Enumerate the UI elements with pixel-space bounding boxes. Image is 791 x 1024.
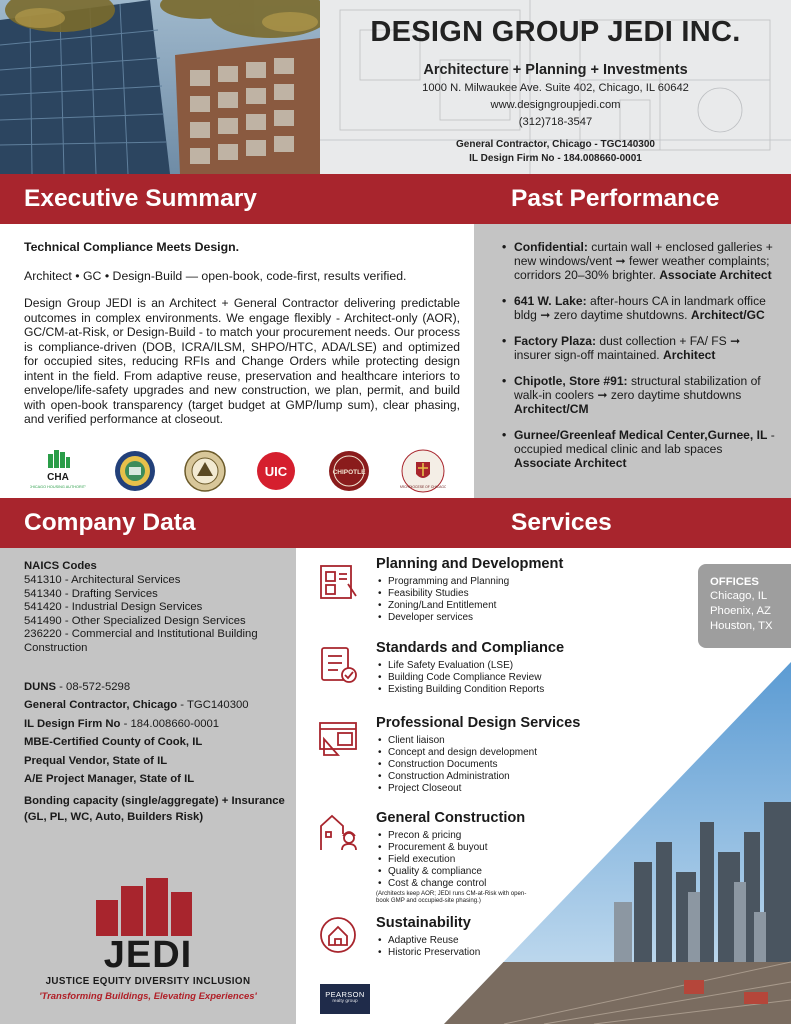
service-list: [376, 735, 616, 795]
eco-house-icon: [318, 915, 358, 955]
list-item: • Concept and design development: [376, 747, 616, 759]
office-city: Phoenix, AZ: [710, 605, 771, 617]
illinois-state-seal-icon: [184, 450, 226, 497]
service-title: Standards and Compliance: [376, 640, 565, 656]
planning-icon: [318, 562, 358, 602]
drafting-icon: [318, 719, 358, 759]
jedi-logo-text: JEDI: [103, 934, 193, 976]
company-identifiers: [24, 678, 286, 788]
exec-body: Design Group JEDI is an Architect + General Contractor delivering predictable outcomes in complex environments. We engage flexibly - Architect-only (AOR), GC/CM-at-Risk, or Design-Build - to match your procurement needs. Our process is compliance-driven (DOB, ICRA/ILSM, SHPO/HTC, ADA/LSE) and optimized for occupied sites, reducing RFIs and Change Orders while protecting design intent in the field. From adaptive reuse, preservation and healthcare interiors to envelope/life-safety upgrades and new construction, we plan, permit, and build with open-book transparency (target budget at GMP/lump sum), clear phasing, and verified performance at closeout.: [24, 296, 460, 426]
pearson-logo: [320, 984, 370, 1014]
company-name: DESIGN GROUP JEDI INC.: [370, 16, 741, 48]
past-performance-heading: Past Performance: [474, 174, 791, 224]
list-item: • Chipotle, Store #91: structural stabilization of walk-in coolers ➞ zero daytime shutdowns Architect/CM: [490, 374, 780, 416]
list-item: • Factory Plaza: dust collection + FA/ FS ➞ insurer sign-off maintained. Architect: [490, 334, 780, 362]
service-title: Planning and Development: [376, 556, 564, 572]
cha-logo: [30, 448, 86, 494]
bonding-insurance: Bonding capacity (single/aggregate) + Insurance (GL, PL, WC, Auto, Builders Risk): [24, 795, 285, 823]
jedi-logo-bars-icon: [96, 878, 192, 936]
company-website[interactable]: www.designgroupjedi.com: [490, 99, 621, 111]
list-item: • Historic Preservation: [376, 947, 616, 959]
company-data-heading: Company Data: [0, 498, 474, 548]
list-item: • Gurnee/Greenleaf Medical Center,Gurnee, IL - occupied medical clinic and lab spaces Associate Architect: [490, 428, 780, 470]
exec-lead: Technical Compliance Meets Design.: [24, 240, 240, 254]
services-section: [296, 548, 791, 1024]
offices-box: [698, 564, 791, 648]
list-item: • Cost & change control: [376, 878, 616, 890]
gc-row: General Contractor, Chicago - TGC140300: [24, 699, 249, 712]
prequal-row: Prequal Vendor, State of IL: [24, 754, 168, 767]
service-title: General Construction: [376, 810, 526, 826]
service-list: [376, 935, 616, 959]
builder-icon: [318, 812, 358, 852]
company-data-section: [0, 548, 296, 1024]
list-item: 541420 - Industrial Design Services: [24, 601, 203, 614]
list-item: • Existing Building Condition Reports: [376, 684, 616, 696]
chipotle-logo-text: CHIPOTLE: [332, 469, 366, 476]
service-list: [376, 830, 616, 890]
uic-logo-text: UIC: [264, 464, 288, 479]
archdiocese-logo: [400, 448, 446, 499]
cook-county-seal-icon: [114, 450, 156, 497]
exec-subtitle: Architect • GC • Design-Build — open-book, code-first, results verified.: [24, 269, 407, 283]
pearson-logo-text: PEARSON: [325, 990, 365, 999]
firm-row: IL Design Firm No - 184.008660-0001: [24, 717, 220, 730]
list-item: • Programming and Planning: [376, 576, 616, 588]
list-item: • Developer services: [376, 612, 616, 624]
service-list: [376, 660, 616, 696]
uic-logo: [256, 451, 296, 496]
chipotle-logo: [328, 450, 370, 497]
list-item: • Life Safety Evaluation (LSE): [376, 660, 616, 672]
cha-logo-text: CHA: [47, 472, 69, 483]
list-item: • Feasibility Studies: [376, 588, 616, 600]
ae-pm-row: A/E Project Manager, State of IL: [24, 773, 195, 786]
list-item: • Quality & compliance: [376, 866, 616, 878]
past-performance-section: [474, 224, 791, 498]
office-city: Houston, TX: [710, 620, 773, 632]
header-info-panel: [320, 0, 791, 174]
services-heading: Services: [474, 498, 791, 548]
service-list: [376, 576, 616, 624]
checklist-icon: [318, 644, 358, 684]
company-tagline: Architecture + Planning + Investments: [423, 62, 688, 78]
executive-summary-heading: Executive Summary: [0, 174, 474, 224]
mbe-row: MBE-Certified County of Cook, IL: [24, 736, 203, 749]
jedi-acronym: JUSTICE EQUITY DIVERSITY INCLUSION: [45, 976, 251, 987]
list-item: • Zoning/Land Entitlement: [376, 600, 616, 612]
list-item: • Procurement & buyout: [376, 842, 616, 854]
list-item: 541310 - Architectural Services: [24, 574, 181, 586]
company-phone[interactable]: (312)718-3547: [518, 116, 593, 128]
company-address: 1000 N. Milwaukee Ave. Suite 402, Chicago, IL 60642: [422, 82, 689, 94]
list-item: • Precon & pricing: [376, 830, 616, 842]
list-item: 236220 - Commercial and Institutional Building Construction: [24, 628, 258, 654]
offices-title: OFFICES: [710, 576, 759, 588]
naics-title: NAICS Codes: [24, 560, 97, 572]
list-item: 541340 - Drafting Services: [24, 587, 158, 600]
il-design-firm-number: IL Design Firm No - 184.008660-0001: [469, 153, 642, 164]
gc-license: General Contractor, Chicago - TGC140300: [456, 139, 655, 150]
cha-logo-subtext: CHICAGO HOUSING AUTHORITY: [30, 485, 86, 489]
duns-row: DUNS - 08-572-5298: [24, 681, 131, 693]
client-logos: [30, 448, 450, 494]
past-performance-list: [490, 240, 780, 482]
office-city: Chicago, IL: [710, 590, 768, 602]
hero-building-photo: [0, 0, 320, 174]
service-title: Professional Design Services: [376, 715, 581, 731]
list-item: • Building Code Compliance Review: [376, 672, 616, 684]
list-item: • Construction Documents: [376, 759, 616, 771]
list-item: • 641 W. Lake: after-hours CA in landmark office bldg ➞ zero daytime shutdowns. Architect/GC: [490, 294, 780, 322]
naics-list: [24, 574, 286, 656]
jedi-motto: 'Transforming Buildings, Elevating Experiences': [39, 991, 257, 1002]
service-title: Sustainability: [376, 915, 471, 931]
list-item: • Confidential: curtain wall + enclosed galleries + new windows/vent ➞ fewer weather complaints; corridors 20–30% brighter. Associate Architect: [490, 240, 780, 282]
list-item: • Adaptive Reuse: [376, 935, 616, 947]
list-item: 541490 - Other Specialized Design Services: [24, 614, 246, 627]
header: [0, 0, 791, 174]
list-item: • Client liaison: [376, 735, 616, 747]
list-item: • Field execution: [376, 854, 616, 866]
construction-note: (Architects keep AOR; JEDI runs CM-at-Risk with open-book GMP and occupied-site phasing.): [376, 890, 527, 905]
pearson-logo-subtext: realty group: [332, 999, 358, 1004]
archdiocese-logo-text: ARCHDIOCESE OF CHICAGO: [400, 485, 446, 489]
list-item: • Project Closeout: [376, 783, 616, 795]
list-item: • Construction Administration: [376, 771, 616, 783]
